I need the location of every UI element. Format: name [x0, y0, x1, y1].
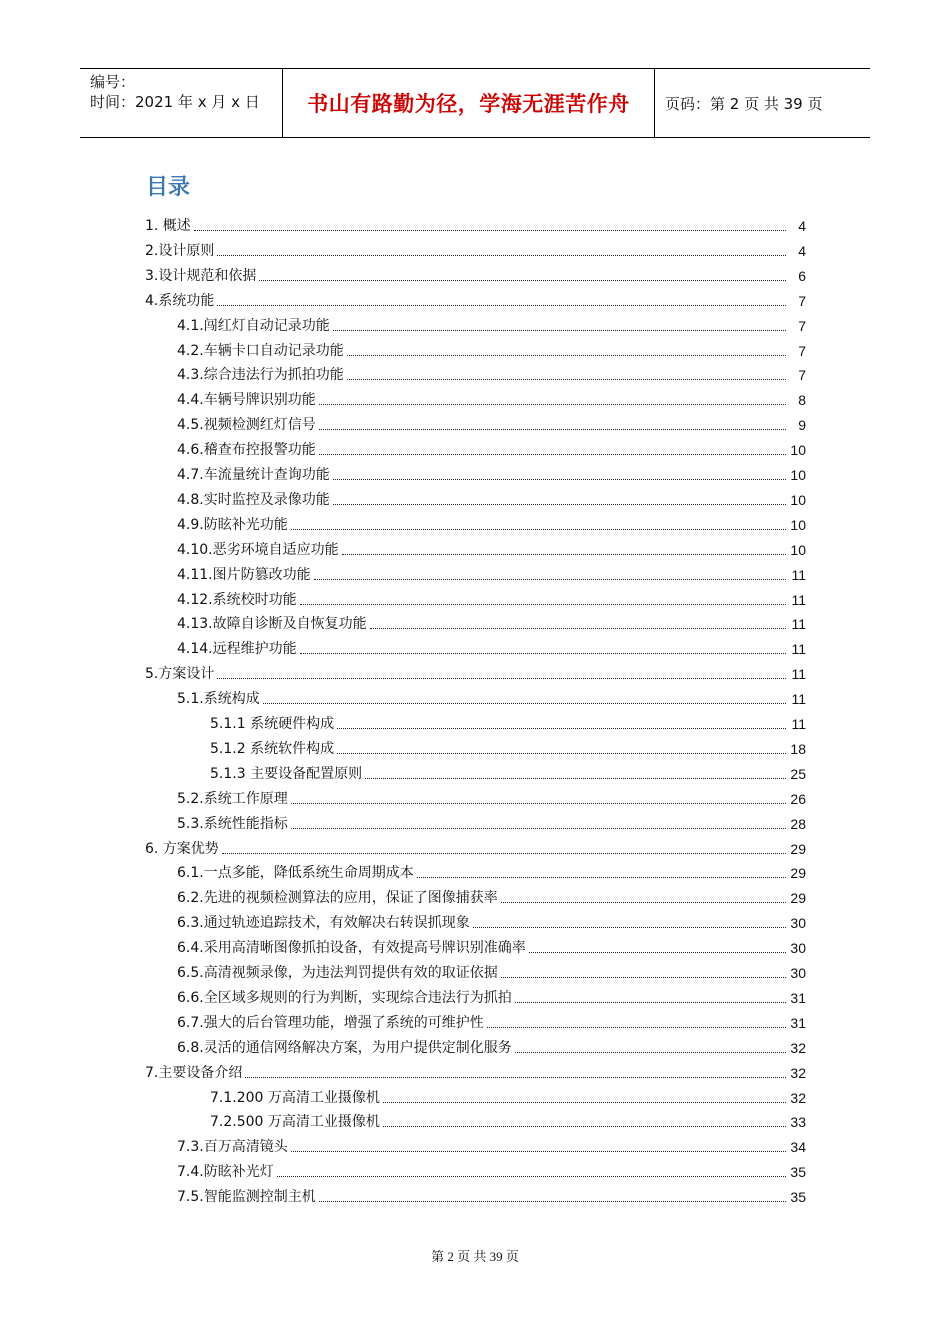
toc-leader-dots [319, 403, 786, 405]
toc-entry[interactable] [177, 1182, 806, 1206]
toc-leader-dots [515, 1051, 786, 1053]
toc-entry[interactable] [177, 609, 806, 633]
toc-entry-label: 5.1.3 主要设备配置原则 [210, 766, 363, 782]
toc-entry[interactable] [177, 510, 806, 534]
toc-entry-page: 6 [798, 268, 806, 284]
toc-entry[interactable] [210, 1083, 806, 1107]
toc-entry[interactable] [177, 784, 806, 808]
toc-entry-label: 4.4.车辆号牌识别功能 [177, 392, 316, 408]
header-page-cell [655, 69, 870, 137]
toc-entry-page: 32 [790, 1065, 806, 1081]
toc-leader-dots [300, 603, 786, 605]
toc-entry-page: 9 [798, 417, 806, 433]
toc-entry-label: 6. 方案优势 [145, 841, 219, 857]
toc-entry-label: 4.8.实时监控及录像功能 [177, 492, 330, 508]
toc-leader-dots [347, 378, 786, 380]
toc-entry-label: 5.3.系统性能指标 [177, 816, 288, 832]
toc-entry-label: 4.9.防眩补光功能 [177, 517, 288, 533]
toc-entry-label: 7.1.200 万高清工业摄像机 [210, 1090, 380, 1106]
date-line: 时间：2021 年 x 月 x 日 [90, 93, 260, 111]
toc-entry[interactable] [177, 958, 806, 982]
page-footer: 第 2 页 共 39 页 [431, 1249, 519, 1264]
toc-entry[interactable] [210, 709, 806, 733]
toc-leader-dots [417, 876, 786, 878]
toc-entry[interactable] [177, 634, 806, 658]
page-header [80, 68, 870, 138]
toc-entry-label: 3.设计规范和依据 [145, 268, 257, 284]
toc-entry-page: 33 [790, 1114, 806, 1130]
toc-entry-page: 11 [791, 691, 806, 707]
toc-entry[interactable] [177, 684, 806, 708]
toc-entry-label: 6.2.先进的视频检测算法的应用，保证了图像捕获率 [177, 890, 498, 906]
toc-entry[interactable] [177, 1008, 806, 1032]
toc-leader-dots [501, 901, 786, 903]
toc-entry-label: 6.8.灵活的通信网络解决方案，为用户提供定制化服务 [177, 1040, 512, 1056]
toc-entry-page: 32 [790, 1090, 806, 1106]
toc-entry-label: 5.方案设计 [145, 666, 215, 682]
toc-entry[interactable] [145, 211, 806, 235]
toc-entry-label: 7.3.百万高清镜头 [177, 1139, 288, 1155]
motto-text: 书山有路勤为径，学海无涯苦作舟 [307, 92, 630, 116]
toc-entry[interactable] [145, 659, 806, 683]
toc-entry[interactable] [210, 734, 806, 758]
toc-leader-dots [291, 827, 786, 829]
toc-entry-label: 2.设计原则 [145, 243, 215, 259]
toc-entry-label: 4.7.车流量统计查询功能 [177, 467, 330, 483]
toc-leader-dots [529, 951, 786, 953]
toc-leader-dots [300, 652, 786, 654]
toc-entry-page: 11 [791, 641, 806, 657]
toc-entry-page: 8 [798, 392, 806, 408]
toc-entry-label: 6.4.采用高清晰图像抓拍设备，有效提高号牌识别准确率 [177, 940, 526, 956]
toc-entry[interactable] [177, 809, 806, 833]
header-motto-cell [283, 69, 655, 137]
toc-leader-dots [333, 503, 786, 505]
toc-entry-page: 10 [790, 542, 806, 558]
toc-entry-label: 4.2.车辆卡口自动记录功能 [177, 343, 344, 359]
toc-entry-label: 5.1.系统构成 [177, 691, 260, 707]
toc-entry[interactable] [177, 460, 806, 484]
toc-entry[interactable] [177, 336, 806, 360]
toc-entry[interactable] [177, 560, 806, 584]
toc-entry-label: 4.系统功能 [145, 293, 215, 309]
toc-entry-page: 10 [790, 467, 806, 483]
toc-leader-dots [291, 1150, 786, 1152]
toc-leader-dots [515, 1001, 786, 1003]
toc-entry-label: 7.2.500 万高清工业摄像机 [210, 1114, 380, 1130]
toc-entry-page: 7 [798, 293, 806, 309]
toc-entry-page: 18 [790, 741, 806, 757]
toc-entry-label: 7.主要设备介绍 [145, 1065, 243, 1081]
toc-entry[interactable] [177, 585, 806, 609]
toc-leader-dots [291, 528, 786, 530]
toc-entry-page: 11 [791, 592, 806, 608]
toc-entry-page: 7 [798, 367, 806, 383]
toc-entry-page: 29 [790, 841, 806, 857]
toc-leader-dots [333, 478, 786, 480]
toc-leader-dots [347, 354, 786, 356]
toc-entry-page: 10 [790, 492, 806, 508]
toc-entry-page: 10 [790, 517, 806, 533]
toc-entry-label: 5.1.2 系统软件构成 [210, 741, 335, 757]
toc-entry-page: 31 [790, 1015, 806, 1031]
toc-leader-dots [333, 329, 786, 331]
toc-entry[interactable] [177, 908, 806, 932]
toc-leader-dots [365, 777, 786, 779]
toc-leader-dots [217, 304, 786, 306]
toc-entry-page: 11 [791, 616, 806, 632]
toc-entry-page: 35 [790, 1164, 806, 1180]
toc-entry-page: 11 [791, 716, 806, 732]
toc-entry-page: 25 [790, 766, 806, 782]
toc-entry-label: 1. 概述 [145, 218, 191, 234]
toc-entry-label: 6.6.全区域多规则的行为判断，实现综合违法行为抓拍 [177, 990, 512, 1006]
toc-entry[interactable] [177, 360, 806, 384]
toc-entry-label: 7.4.防眩补光灯 [177, 1164, 274, 1180]
toc-entry-page: 28 [790, 816, 806, 832]
page-info: 页码：第 2 页 共 39 页 [665, 94, 823, 113]
toc-entry-label: 6.3.通过轨迹追踪技术，有效解决右转误抓现象 [177, 915, 470, 931]
toc-leader-dots [383, 1101, 786, 1103]
toc-entry-label: 7.5.智能监测控制主机 [177, 1189, 316, 1205]
toc-entry-page: 4 [798, 243, 806, 259]
toc-entry-label: 4.11.图片防篡改功能 [177, 567, 311, 583]
toc-entry-label: 4.10.恶劣环境自适应功能 [177, 542, 339, 558]
toc-leader-dots [319, 453, 786, 455]
toc-entry-label: 6.7.强大的后台管理功能，增强了系统的可维护性 [177, 1015, 484, 1031]
toc-entry[interactable] [177, 983, 806, 1007]
toc-entry-label: 4.1.闯红灯自动记录功能 [177, 318, 330, 334]
toc-leader-dots [277, 1175, 786, 1177]
toc-leader-dots [319, 428, 786, 430]
toc-leader-dots [501, 976, 786, 978]
toc-entry[interactable] [177, 311, 806, 335]
toc-entry-label: 4.6.稽查布控报警功能 [177, 442, 316, 458]
toc-leader-dots [337, 727, 786, 729]
toc-leader-dots [319, 1200, 786, 1202]
toc-leader-dots [473, 926, 786, 928]
toc-entry-page: 35 [790, 1189, 806, 1205]
toc-leader-dots [217, 254, 786, 256]
toc-entry-page: 29 [790, 890, 806, 906]
number-label: 编号： [90, 73, 136, 91]
toc-entry[interactable] [177, 410, 806, 434]
toc-entry[interactable] [145, 236, 806, 260]
header-meta-cell [80, 69, 283, 137]
toc-entry-page: 7 [798, 318, 806, 334]
toc-entry-page: 11 [791, 567, 806, 583]
toc-entry[interactable] [177, 933, 806, 957]
toc-entry[interactable] [177, 485, 806, 509]
toc-entry-label: 4.13.故障自诊断及自恢复功能 [177, 616, 367, 632]
toc-entry-label: 6.5.高清视频录像，为违法判罚提供有效的取证依据 [177, 965, 498, 981]
toc-entry[interactable] [177, 883, 806, 907]
toc-entry-page: 10 [790, 442, 806, 458]
toc-entry-label: 4.14.远程维护功能 [177, 641, 297, 657]
toc-leader-dots [259, 279, 786, 281]
toc-entry-page: 32 [790, 1040, 806, 1056]
toc-entry[interactable] [210, 1107, 806, 1131]
toc-entry-page: 29 [790, 865, 806, 881]
toc-entry-page: 30 [790, 915, 806, 931]
toc-entry[interactable] [177, 1132, 806, 1156]
toc-entry[interactable] [145, 286, 806, 310]
toc-entry[interactable] [145, 1058, 806, 1082]
toc-entry[interactable] [177, 435, 806, 459]
toc-leader-dots [217, 677, 786, 679]
toc-entry-label: 5.2.系统工作原理 [177, 791, 288, 807]
toc-entry[interactable] [177, 1157, 806, 1181]
toc-entry-label: 4.12.系统校时功能 [177, 592, 297, 608]
toc-leader-dots [370, 627, 786, 629]
toc-entry[interactable] [177, 385, 806, 409]
toc-entry-label: 5.1.1 系统硬件构成 [210, 716, 335, 732]
toc-entry-page: 31 [790, 990, 806, 1006]
toc-entry[interactable] [145, 834, 806, 858]
toc-entry-page: 26 [790, 791, 806, 807]
toc-leader-dots [222, 852, 786, 854]
toc-entry[interactable] [177, 1033, 806, 1057]
toc-leader-dots [383, 1125, 786, 1127]
toc-entry-page: 30 [790, 940, 806, 956]
toc-leader-dots [291, 802, 786, 804]
toc-entry-label: 4.5.视频检测红灯信号 [177, 417, 316, 433]
toc-leader-dots [314, 578, 786, 580]
toc-title: 目录 [146, 175, 191, 200]
toc-entry-page: 34 [790, 1139, 806, 1155]
toc-leader-dots [342, 553, 786, 555]
toc-leader-dots [487, 1026, 786, 1028]
toc-entry-page: 11 [791, 666, 806, 682]
toc-leader-dots [263, 702, 786, 704]
toc-entry-page: 4 [798, 218, 806, 234]
toc-leader-dots [245, 1076, 786, 1078]
toc-entry[interactable] [177, 858, 806, 882]
toc-leader-dots [194, 229, 786, 231]
toc-entry[interactable] [177, 535, 806, 559]
toc-entry-label: 4.3.综合违法行为抓拍功能 [177, 367, 344, 383]
toc-entry-page: 30 [790, 965, 806, 981]
toc-entry-page: 7 [798, 343, 806, 359]
toc-leader-dots [337, 752, 786, 754]
toc-entry[interactable] [210, 759, 806, 783]
toc-entry[interactable] [145, 261, 806, 285]
toc-entry-label: 6.1.一点多能，降低系统生命周期成本 [177, 865, 414, 881]
